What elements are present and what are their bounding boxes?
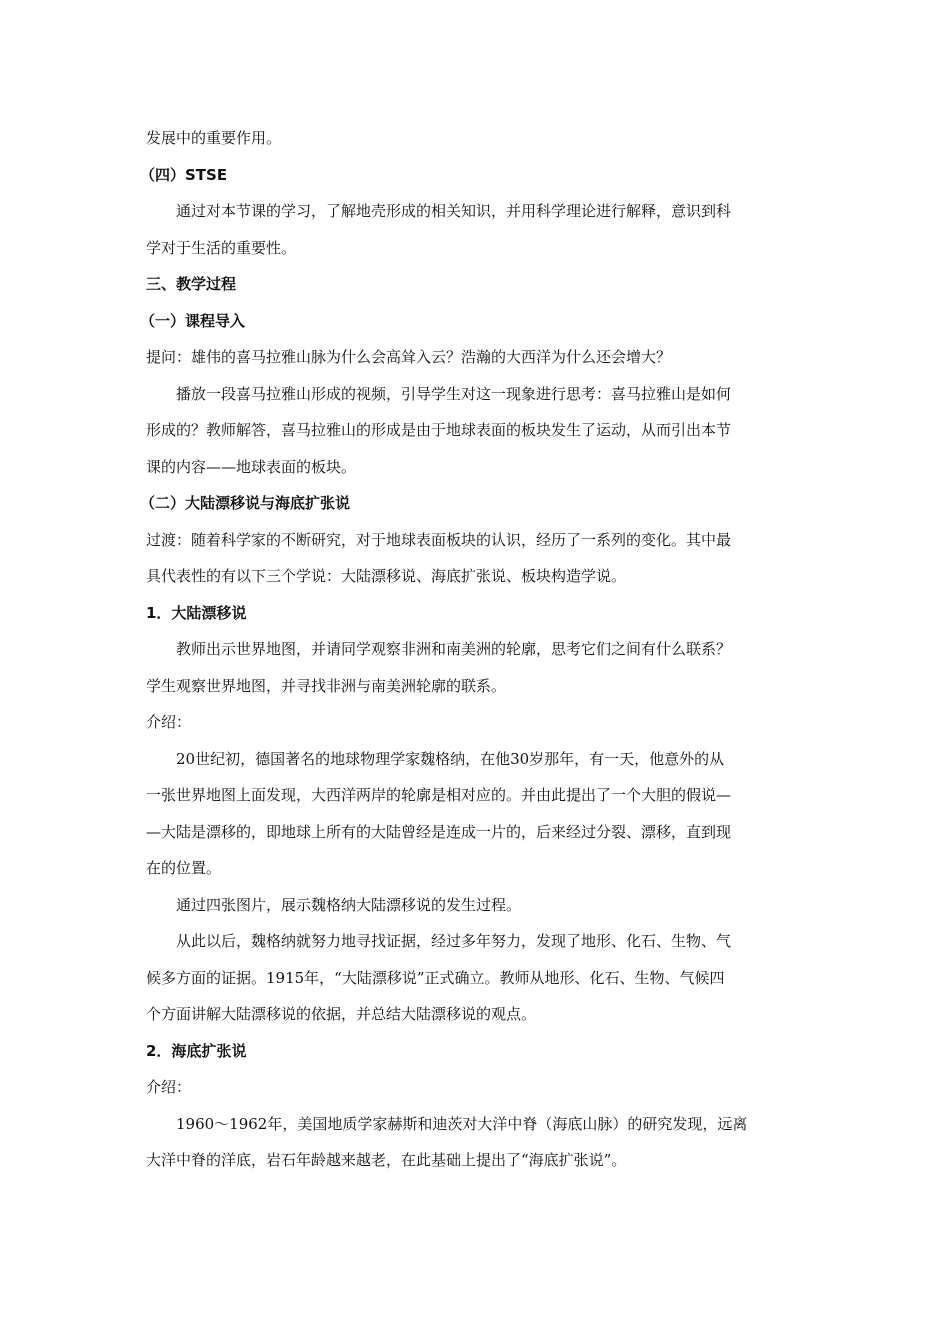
paragraph-line: 介绍： — [146, 1078, 192, 1096]
paragraph-line: 候多方面的证据。1915年，“大陆漂移说”正式确立。教师从地形、化石、生物、气候四 — [146, 968, 725, 987]
paragraph-line: 形成的？教师解答，喜马拉雅山的形成是由于地球表面的板块发生了运动，从而引出本节 — [146, 421, 732, 439]
paragraph-line: 课的内容——地球表面的板块。 — [146, 457, 357, 476]
paragraph-line: 提问：雄伟的喜马拉雅山脉为什么会高耸入云？浩瀚的大西洋为什么还会增大？ — [146, 348, 672, 366]
document-body — [140, 120, 810, 1179]
paragraph-line: 教师出示世界地图，并请同学观察非洲和南美洲的轮廓，思考它们之间有什么联系？ — [176, 640, 732, 658]
paragraph-line: 大洋中脊的洋底，岩石年龄越来越老，在此基础上提出了“海底扩张说”。 — [146, 1151, 627, 1169]
paragraph-line: 播放一段喜马拉雅山形成的视频，引导学生对这一现象进行思考：喜马拉雅山是如何 — [176, 384, 732, 403]
section-heading: （二）大陆漂移说与海底扩张说 — [140, 494, 351, 512]
paragraph-line: 通过四张图片，展示魏格纳大陆漂移说的发生过程。 — [176, 895, 522, 914]
section-heading: 1．大陆漂移说 — [146, 603, 247, 622]
paragraph-line: 通过对本节课的学习，了解地壳形成的相关知识，并用科学理论进行解释，意识到科 — [176, 202, 732, 220]
paragraph-line: 学对于生活的重要性。 — [146, 238, 297, 257]
paragraph-line: 在的位置。 — [146, 859, 222, 877]
paragraph-line: 一张世界地图上面发现，大西洋两岸的轮廓是相对应的。并由此提出了一个大胆的假说— — [146, 786, 732, 804]
paragraph-line: 学生观察世界地图，并寻找非洲与南美洲轮廓的联系。 — [146, 676, 507, 695]
paragraph-line: 个方面讲解大陆漂移说的依据，并总结大陆漂移说的观点。 — [146, 1005, 537, 1023]
section-heading: （四）STSE — [140, 165, 228, 184]
paragraph-line: 介绍： — [146, 713, 192, 731]
paragraph-line: 过渡：随着科学家的不断研究，对于地球表面板块的认识，经历了一系列的变化。其中最 — [146, 530, 732, 549]
section-heading: 2．海底扩张说 — [146, 1041, 247, 1060]
section-heading: 三、教学过程 — [146, 275, 237, 293]
paragraph-line: 20世纪初，德国著名的地球物理学家魏格纳，在他30岁那年，有一天，他意外的从 — [176, 749, 725, 768]
paragraph-line: —大陆是漂移的，即地球上所有的大陆曾经是连成一片的，后来经过分裂、漂移，直到现 — [146, 822, 732, 841]
paragraph-line: 1960～1962年，美国地质学家赫斯和迪茨对大洋中脊（海底山脉）的研究发现，远离 — [176, 1114, 748, 1133]
paragraph-line: 发展中的重要作用。 — [146, 129, 282, 147]
paragraph-line: 具代表性的有以下三个学说：大陆漂移说、海底扩张说、板块构造学说。 — [146, 567, 627, 585]
paragraph-line: 从此以后，魏格纳就努力地寻找证据，经过多年努力，发现了地形、化石、生物、气 — [176, 932, 732, 950]
section-heading: （一）课程导入 — [140, 311, 246, 330]
